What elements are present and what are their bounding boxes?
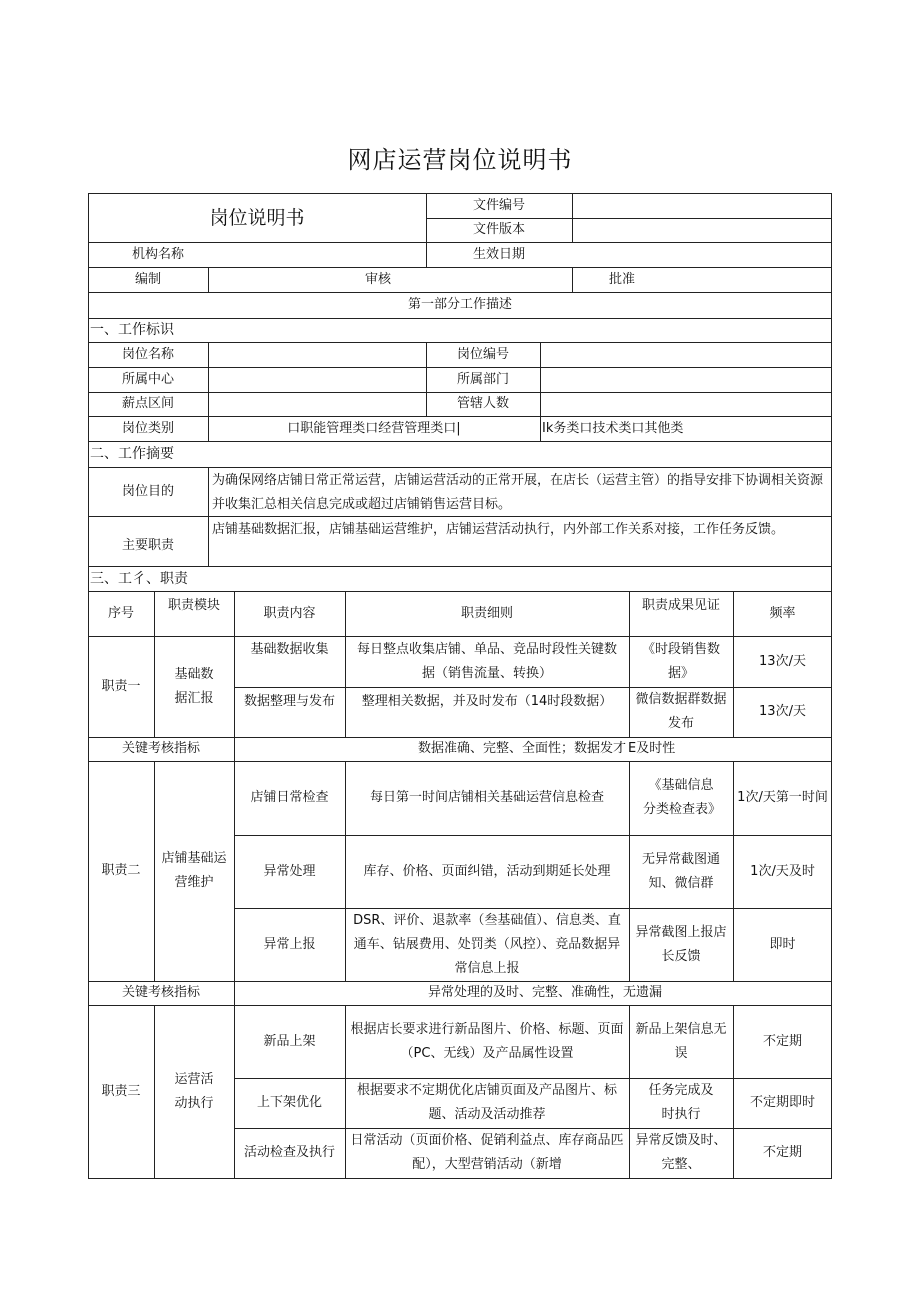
kpi-text-a: 数据准确、完整、全面性；数据发才 bbox=[417, 741, 626, 756]
duty-module: 基础数据汇报 bbox=[174, 666, 214, 706]
duty-content: 店铺日常检查 bbox=[250, 790, 329, 805]
section-two-title: 二、工作摘要 bbox=[90, 446, 174, 462]
compiled-label: 编制 bbox=[134, 271, 161, 287]
file-version-label: 文件版本 bbox=[472, 222, 525, 237]
duty-evidence: 异常反馈及时、完整、 bbox=[635, 1133, 727, 1172]
column-header: 频率 bbox=[769, 605, 796, 621]
duty-module: 店铺基础运营维护 bbox=[161, 851, 227, 890]
kpi-label: 关键考核指标 bbox=[121, 741, 200, 756]
duty-frequency: 1次/天及时 bbox=[750, 863, 815, 879]
duty-content: 数据整理与发布 bbox=[243, 694, 335, 709]
duty-number: 职责一 bbox=[101, 678, 141, 694]
duty-detail: 根据要求不定期优化店铺页面及产品图片、标题、活动及活动推荐 bbox=[356, 1083, 617, 1122]
column-header: 序号 bbox=[107, 605, 134, 621]
duty-frequency: 13次/天 bbox=[759, 704, 806, 719]
duty-evidence: 《时段销售数据》 bbox=[641, 641, 720, 681]
duty-content: 基础数据收集 bbox=[250, 642, 329, 657]
purpose-text: 为确保网络店铺日常正常运营，店铺运营活动的正常开展，在店长（运营主管）的指导安排下协调相关资源并收集汇总相关信息完成或超过店铺销售运营目标。 bbox=[212, 473, 824, 512]
duty-detail: 每日整点收集店铺、单品、竞品时段性关键数据（销售流量、转换） bbox=[356, 641, 617, 681]
file-number-label: 文件编号 bbox=[472, 197, 525, 213]
duty-evidence: 异常截图上报店长反馈 bbox=[635, 924, 727, 964]
duty-frequency: 即时 bbox=[769, 936, 796, 952]
duty-detail: 整理相关数据，并及时发布（14时段数据） bbox=[361, 694, 613, 709]
duty-content: 活动检查及执行 bbox=[243, 1145, 335, 1160]
section-one-title: 一、工作标识 bbox=[90, 322, 174, 338]
duty-frequency: 不定期 bbox=[762, 1033, 802, 1049]
duty-evidence: 《基础信息分类检查表》 bbox=[643, 778, 722, 817]
department-label: 所属部门 bbox=[456, 371, 509, 387]
duty-detail: 根据店长要求进行新品图片、价格、标题、页面（PC、无线）及产品属性设置 bbox=[350, 1021, 624, 1061]
managed-count-label: 管辖人数 bbox=[456, 396, 509, 411]
duty-detail: DSR、评价、退款率（叁基础值）、信息类、直通车、钻展费用、处罚类（风控）、竞品数据异常信息上报 bbox=[353, 912, 621, 976]
duty-detail: 库存、价格、页面纠错，活动到期延长处理 bbox=[363, 863, 611, 879]
duty-content: 异常上报 bbox=[263, 936, 316, 952]
duty-frequency: 不定期即时 bbox=[749, 1095, 815, 1110]
approve-label: 批准 bbox=[608, 271, 635, 287]
duty-frequency: 13次/天 bbox=[759, 653, 806, 669]
duty-content: 异常处理 bbox=[263, 863, 316, 879]
kpi-label: 关键考核指标 bbox=[121, 985, 200, 1000]
duty-evidence: 微信数据群数据发布 bbox=[635, 692, 727, 731]
column-header: 职责模块 bbox=[167, 598, 220, 613]
column-header: 职责内容 bbox=[263, 605, 316, 621]
section-three-title: 三、工彳、职责 bbox=[90, 570, 188, 587]
duty-evidence: 任务完成及时执行 bbox=[648, 1083, 714, 1122]
kpi-text: 异常处理的及时、完整、准确性，无遗漏 bbox=[427, 985, 662, 1000]
main-duty-text: 店铺基础数据汇报，店铺基础运营维护，店铺运营活动执行，内外部工作关系对接，工作任务反馈。 bbox=[212, 522, 785, 537]
salary-range-label: 薪点区间 bbox=[121, 396, 174, 411]
position-number-label: 岗位编号 bbox=[456, 346, 509, 362]
kpi-text-b: E及时性 bbox=[628, 741, 676, 756]
category-options-a: 口职能管理类口经营管理类口| bbox=[287, 420, 461, 436]
review-label: 审核 bbox=[364, 271, 391, 287]
purpose-label: 岗位目的 bbox=[121, 483, 174, 499]
duty-content: 上下架优化 bbox=[256, 1095, 322, 1110]
form-title: 岗位说明书 bbox=[209, 206, 305, 229]
duty-detail: 日常活动（页面价格、促销利益点、库存商品匹配），大型营销活动（新增 bbox=[350, 1133, 624, 1172]
duty-content: 新品上架 bbox=[263, 1033, 316, 1049]
duty-frequency: 不定期 bbox=[762, 1145, 802, 1160]
duty-detail: 每日第一时间店铺相关基础运营信息检查 bbox=[369, 790, 604, 805]
main-duty-label: 主要职责 bbox=[121, 538, 174, 553]
duty-number: 职责二 bbox=[101, 863, 141, 878]
category-label: 岗位类别 bbox=[121, 420, 174, 436]
duty-evidence: 新品上架信息无误 bbox=[635, 1021, 727, 1061]
column-header: 职责细则 bbox=[460, 605, 513, 621]
document-title: 网店运营岗位说明书 bbox=[347, 146, 573, 174]
duty-frequency: 1次/天第一时间 bbox=[737, 790, 828, 805]
position-name-label: 岗位名称 bbox=[121, 346, 174, 362]
part-one-title: 第一部分工作描述 bbox=[407, 297, 512, 312]
column-header: 职责成果见证 bbox=[641, 598, 720, 613]
job-description-table bbox=[88, 193, 832, 1179]
effective-date-label: 生效日期 bbox=[472, 246, 525, 262]
org-name-label: 机构名称 bbox=[132, 246, 185, 262]
center-label: 所属中心 bbox=[121, 371, 174, 387]
duty-evidence: 无异常截图通知、微信群 bbox=[641, 851, 720, 891]
duty-module: 运营活动执行 bbox=[174, 1071, 214, 1111]
duty-number: 职责三 bbox=[101, 1083, 141, 1099]
category-options-b: Ik务类口技术类口其他类 bbox=[542, 420, 684, 436]
